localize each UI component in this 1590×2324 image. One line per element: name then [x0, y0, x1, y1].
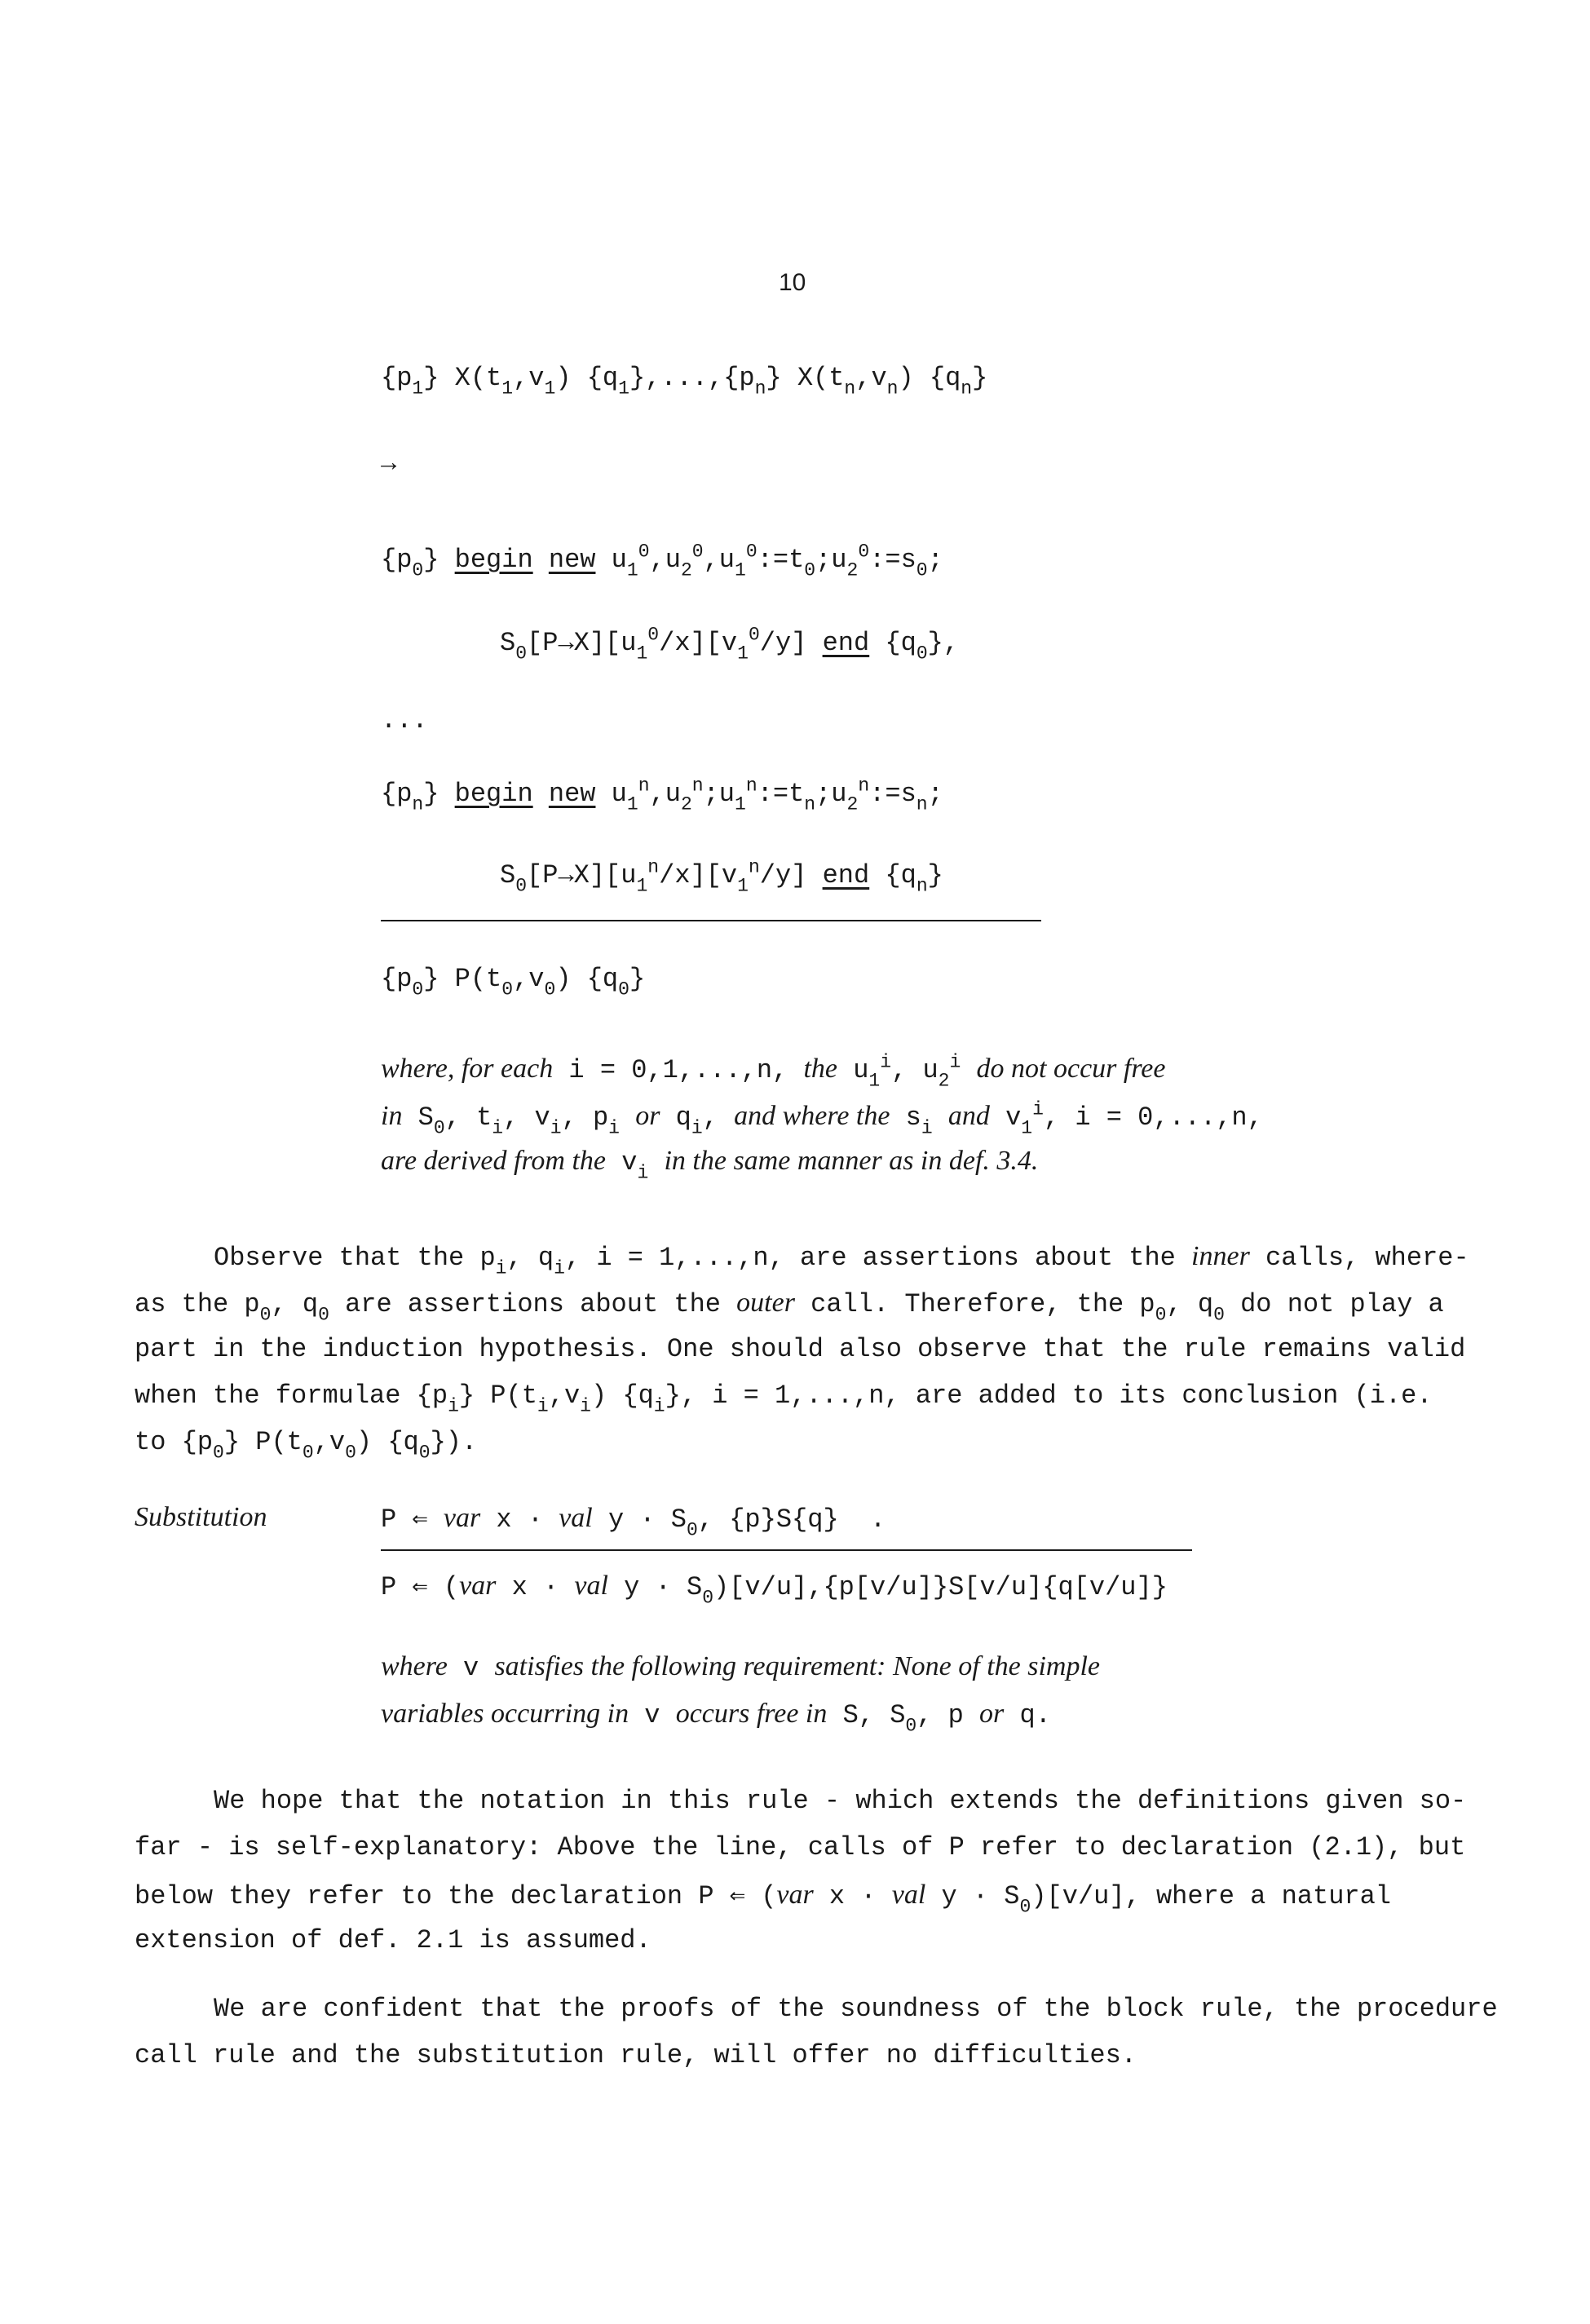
substitution-label: Substitution: [135, 1502, 267, 1532]
para1-line3: part in the induction hypothesis. One should also observe that the rule remains valid: [135, 1334, 1466, 1364]
keyword-end: end: [822, 860, 870, 890]
para1-line1: Observe that the $p_i$, $q_i$, i = 1,...,n, are assertions about the inner calls, where-: [214, 1241, 1469, 1279]
substitution-conclusion: P ⇐ (var x · val $y \cdot S_0)[v/u],\{p[v/u]\}S[v/u]\{q[v/u]\}$: [381, 1571, 1168, 1609]
para1-line4: when the formulae $\{p_i\}$ $P(t_i,v_i)$ $\{q_i\}$, i = 1,...,n, are added to its conclusion (i.e.: [135, 1381, 1433, 1417]
substitution-rule-line: [381, 1549, 1192, 1551]
para2-line3: below they refer to the declaration P ⇐ (var x · val $y \cdot S_0)[v/u]$, where a natural: [135, 1880, 1391, 1918]
keyword-new: new: [548, 545, 596, 575]
substitution-where1: where v satisfies the following requirement: None of the simple: [381, 1651, 1101, 1683]
rule-conclusion: $\{p_0\}$ $P(t_0,v_0)$ $\{q_0\}$: [381, 964, 646, 1001]
block-n-line2: $S_0[P\to X][u_1^n/x][v_1^n/y]$ end $\{q_n\}$: [500, 856, 943, 897]
where-clause-line3: are derived from the $v_i$ in the same manner as in def. 3.4.: [381, 1146, 1039, 1184]
substitution-where2: variables occurring in v occurs free in S, $S_0$, p or q.: [381, 1699, 1051, 1737]
ellipsis: ...: [381, 705, 428, 736]
page-number: 10: [779, 269, 806, 296]
keyword-new: new: [548, 779, 596, 809]
block-0-line2: $S_0[P\to X][u_1^0/x][v_1^0/y]$ end $\{q_0\}$,: [500, 624, 960, 665]
para3-line1: We are confident that the proofs of the soundness of the block rule, the procedure: [214, 1994, 1498, 2024]
para1-line2: as the $p_0$, $q_0$ are assertions about the outer call. Therefore, the $p_0$, $q_0$ do not play a: [135, 1288, 1444, 1326]
keyword-begin: begin: [454, 545, 533, 575]
substitution-premise: P ⇐ var x · val $y \cdot S_0$, {p}S{q} .: [381, 1503, 886, 1541]
block-0-line1: $\{p_0\}$ begin new $u_1^0,u_2^0,u_1^0:=t_0;u_2^0:=s_0$;: [381, 541, 943, 581]
para2-line4: extension of def. 2.1 is assumed.: [135, 1925, 651, 1955]
where-clause-line1: where, for each i = 0,1,...,n, the $u_1^i$, $u_2^i$ do not occur free: [381, 1051, 1166, 1092]
keyword-end: end: [822, 628, 870, 658]
block-n-line1: $\{p_n\}$ begin new $u_1^n,u_2^n;u_1^n:=t_n;u_2^n:=s_n$;: [381, 775, 943, 815]
where-clause-line2: in $S_0$, $t_i$, $v_i$, $p_i$ or $q_i$, and where the $s_i$ and $v_1^i$, i = 0,...,n,: [381, 1098, 1263, 1139]
para1-line5: to $\{p_0\}$ $P(t_0,v_0)$ $\{q_0\}$).: [135, 1427, 478, 1464]
para2-line2: far - is self-explanatory: Above the line, calls of P refer to declaration (2.1), but: [135, 1832, 1466, 1862]
para3-line2: call rule and the substitution rule, will offer no difficulties.: [135, 2040, 1137, 2070]
para2-line1: We hope that the notation in this rule - which extends the definitions given so-: [214, 1786, 1467, 1816]
inference-rule-line: [381, 920, 1041, 921]
implies-arrow: →: [381, 448, 397, 479]
premise-calls: $\{p_1\}$ $X(t_1,v_1)$ $\{q_1\},...,\{p_n\}$ $X(t_n,v_n)$ $\{q_n\}$: [381, 363, 988, 400]
keyword-begin: begin: [454, 779, 533, 809]
